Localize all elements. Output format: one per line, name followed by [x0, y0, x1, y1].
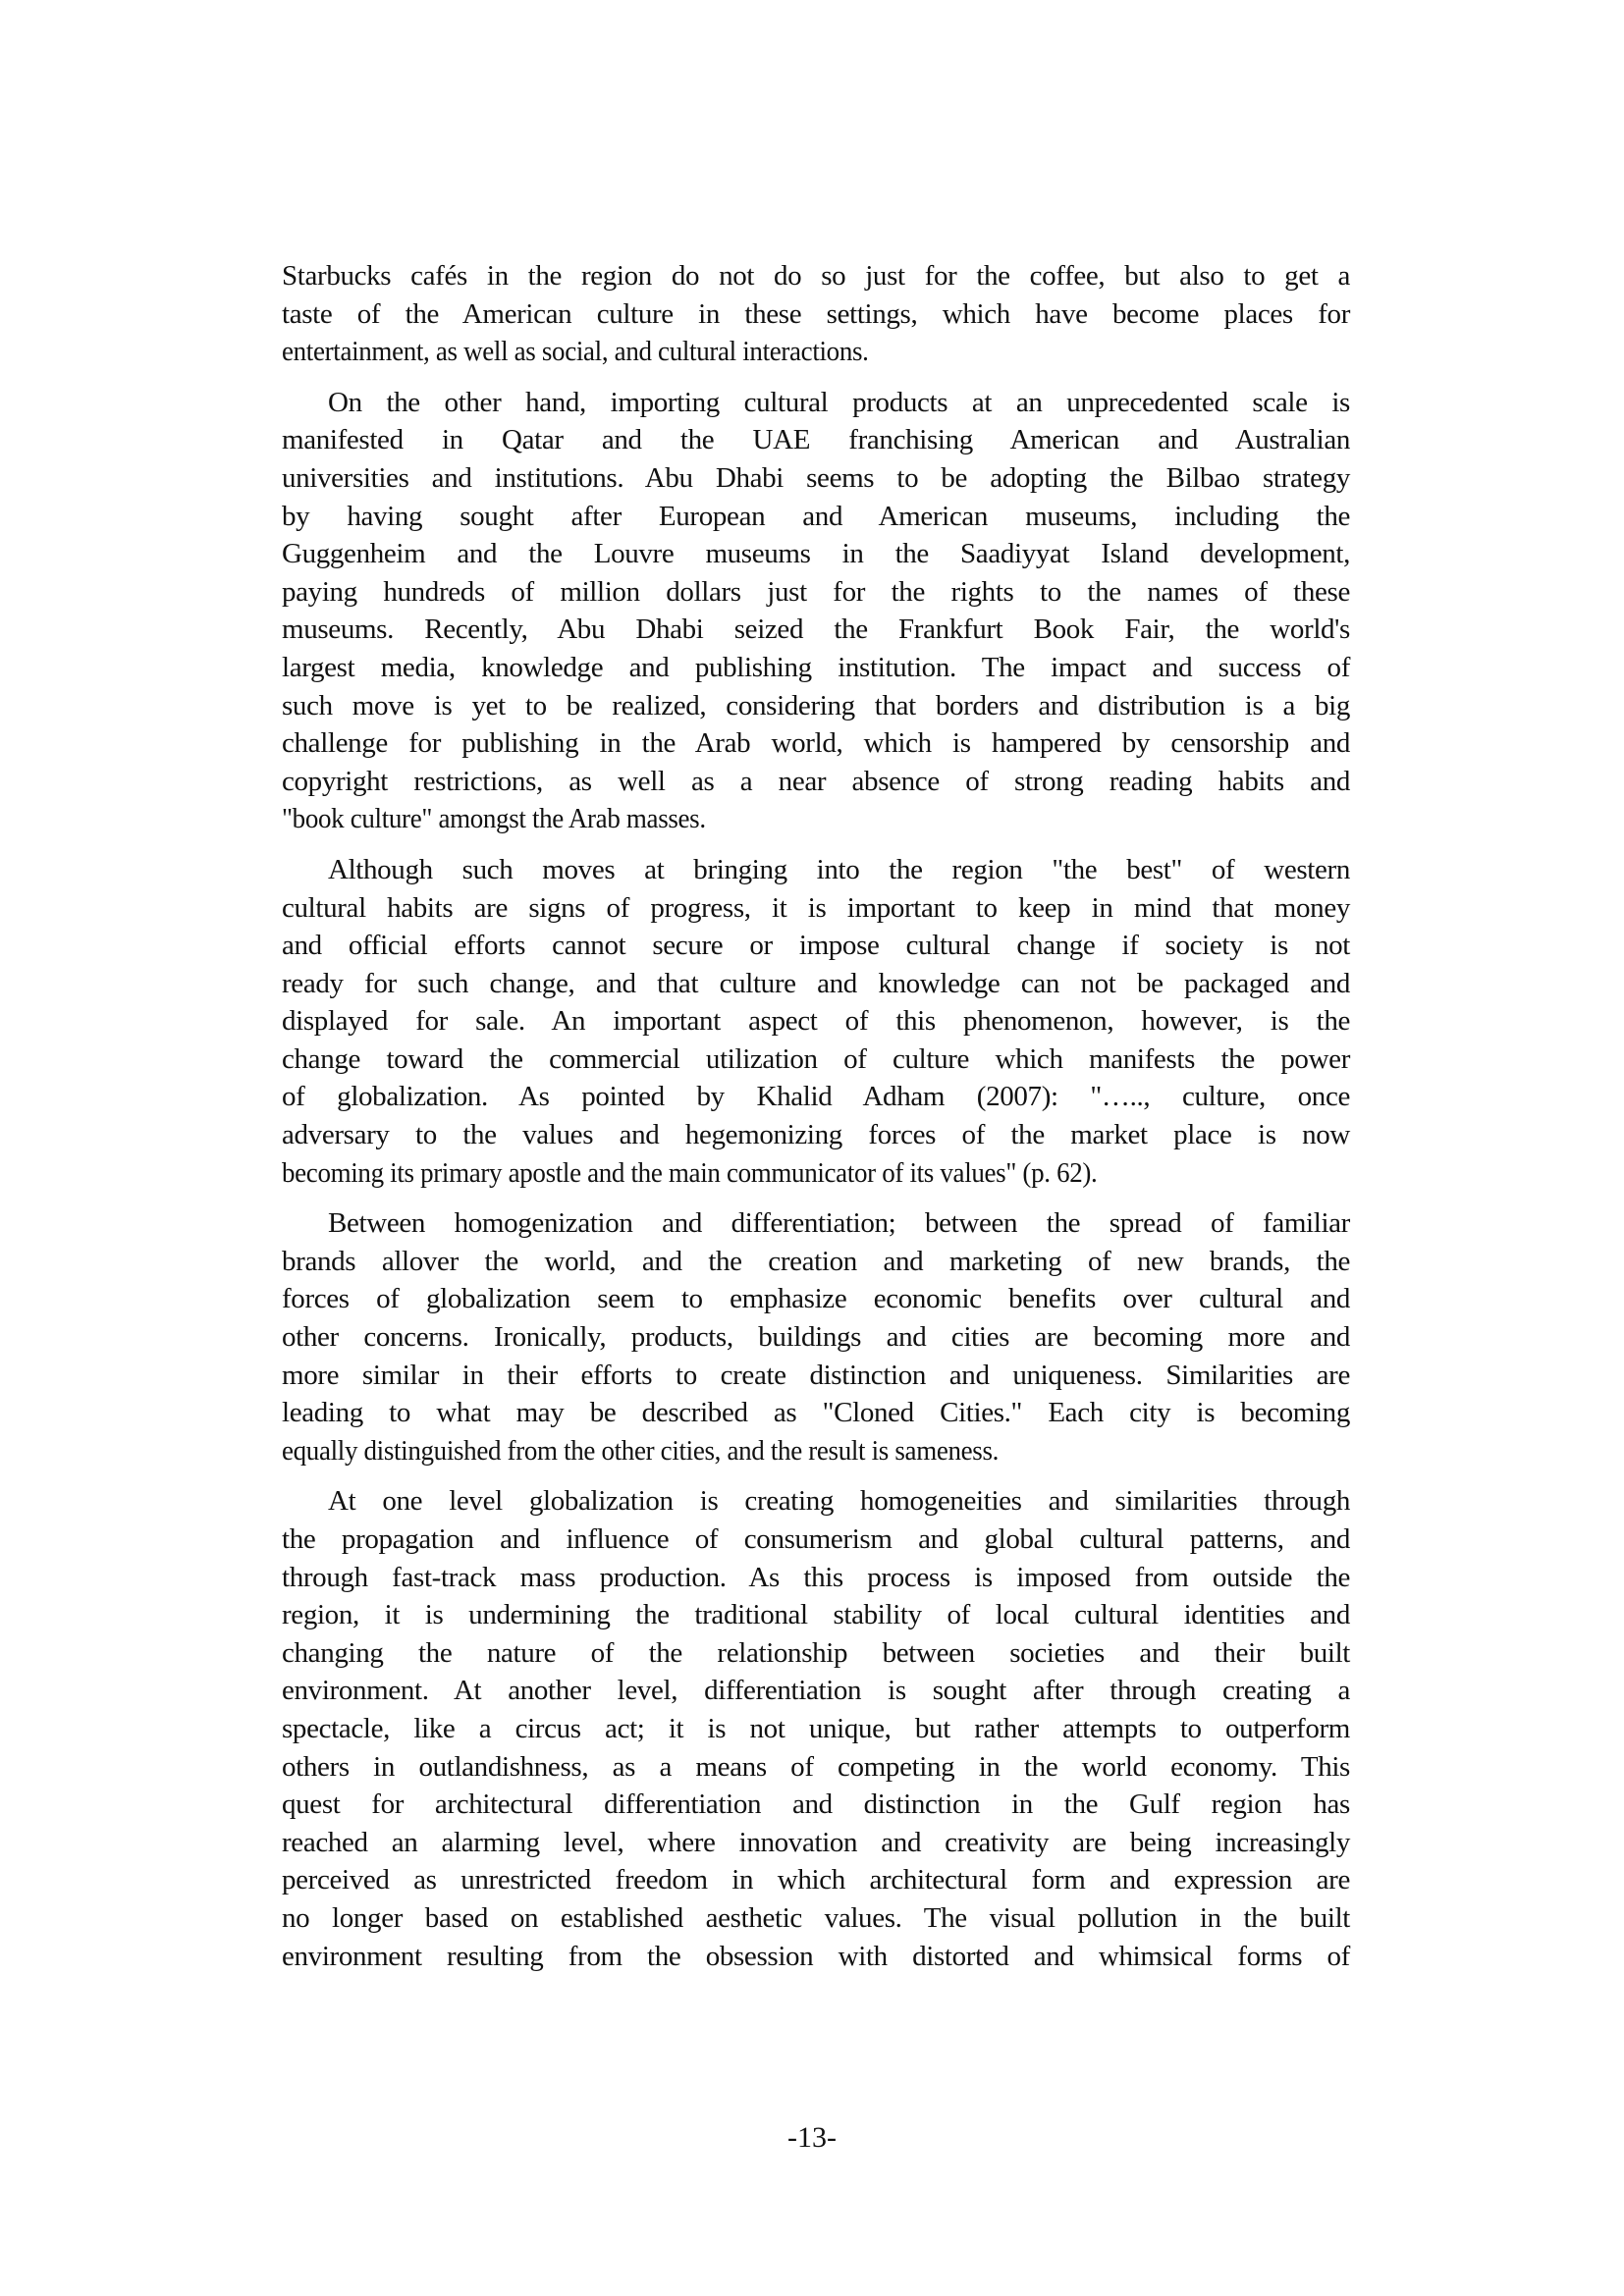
text-line: other concerns. Ironically, products, buildings and cities are becoming more and [282, 1321, 1350, 1354]
paragraph [282, 851, 1350, 1192]
text-line: taste of the American culture in these settings, which have become places for [282, 297, 1350, 330]
paragraph [282, 1482, 1350, 1975]
text-line: entertainment, as well as social, and cultural interactions. [282, 336, 869, 368]
text-line: At one level globalization is creating homogeneities and similarities through [328, 1485, 1350, 1518]
text-line: no longer based on established aesthetic values. The visual pollution in the built [282, 1901, 1350, 1934]
text-line: Although such moves at bringing into the region "the best" of western [328, 853, 1350, 885]
text-line: becoming its primary apostle and the main communicator of its values" (p. 62). [282, 1156, 1098, 1189]
text-line: leading to what may be described as "Cloned Cities." Each city is becoming [282, 1397, 1350, 1429]
text-line: universities and institutions. Abu Dhabi seems to be adopting the Bilbao strategy [282, 461, 1350, 494]
text-line: equally distinguished from the other cities, and the result is sameness. [282, 1434, 1000, 1467]
text-line: of globalization. As pointed by Khalid Adham (2007): "….., culture, once [282, 1081, 1350, 1113]
text-line: quest for architectural differentiation and distinction in the Gulf region has [282, 1789, 1350, 1821]
text-line: environment resulting from the obsession with distorted and whimsical forms of [282, 1940, 1350, 1972]
text-line: ready for such change, and that culture and knowledge can not be packaged and [282, 967, 1350, 999]
text-line: largest media, knowledge and publishing institution. The impact and success of [282, 651, 1350, 683]
text-line: brands allover the world, and the creation and marketing of new brands, the [282, 1245, 1350, 1277]
text-line: changing the nature of the relationship between societies and their built [282, 1636, 1350, 1669]
text-line: Starbucks cafés in the region do not do so just for the coffee, but also to get a [282, 260, 1350, 292]
text-line: On the other hand, importing cultural products at an unprecedented scale is [328, 386, 1350, 418]
text-line: paying hundreds of million dollars just for the rights to the names of these [282, 575, 1350, 608]
text-line: and official efforts cannot secure or impose cultural change if society is not [282, 930, 1350, 962]
text-line: adversary to the values and hegemonizing forces of the market place is now [282, 1119, 1350, 1151]
text-line: spectacle, like a circus act; it is not unique, but rather attempts to outperform [282, 1712, 1350, 1744]
paragraph [282, 1204, 1350, 1469]
text-line: manifested in Qatar and the UAE franchising American and Australian [282, 424, 1350, 456]
text-line: "book culture" amongst the Arab masses. [282, 803, 706, 835]
text-line: displayed for sale. An important aspect of this phenomenon, however, is the [282, 1005, 1350, 1038]
paragraph [282, 257, 1350, 371]
text-line: change toward the commercial utilization of culture which manifests the power [282, 1042, 1350, 1075]
text-line: by having sought after European and American museums, including the [282, 500, 1350, 532]
text-line: environment. At another level, differentiation is sought after through creating a [282, 1675, 1350, 1707]
text-line: reached an alarming level, where innovation and creativity are being increasingly [282, 1826, 1350, 1858]
paragraph [282, 384, 1350, 838]
text-line: Guggenheim and the Louvre museums in the Saadiyyat Island development, [282, 538, 1350, 570]
text-line: more similar in their efforts to create distinction and uniqueness. Similarities are [282, 1359, 1350, 1391]
text-line: Between homogenization and differentiation; between the spread of familiar [328, 1207, 1350, 1240]
page-number: -13- [787, 2121, 837, 2154]
body-text [282, 257, 1350, 1988]
text-line: forces of globalization seem to emphasize economic benefits over cultural and [282, 1283, 1350, 1315]
text-line: challenge for publishing in the Arab world, which is hampered by censorship and [282, 727, 1350, 760]
text-line: copyright restrictions, as well as a near absence of strong reading habits and [282, 765, 1350, 797]
text-line: region, it is undermining the traditional stability of local cultural identities and [282, 1599, 1350, 1631]
text-line: through fast-track mass production. As this process is imposed from outside the [282, 1561, 1350, 1593]
text-line: the propagation and influence of consumerism and global cultural patterns, and [282, 1523, 1350, 1555]
text-line: others in outlandishness, as a means of competing in the world economy. This [282, 1750, 1350, 1783]
text-line: museums. Recently, Abu Dhabi seized the Frankfurt Book Fair, the world's [282, 614, 1350, 646]
text-line: cultural habits are signs of progress, it is important to keep in mind that money [282, 891, 1350, 924]
text-line: perceived as unrestricted freedom in which architectural form and expression are [282, 1864, 1350, 1896]
text-line: such move is yet to be realized, considering that borders and distribution is a big [282, 689, 1350, 721]
